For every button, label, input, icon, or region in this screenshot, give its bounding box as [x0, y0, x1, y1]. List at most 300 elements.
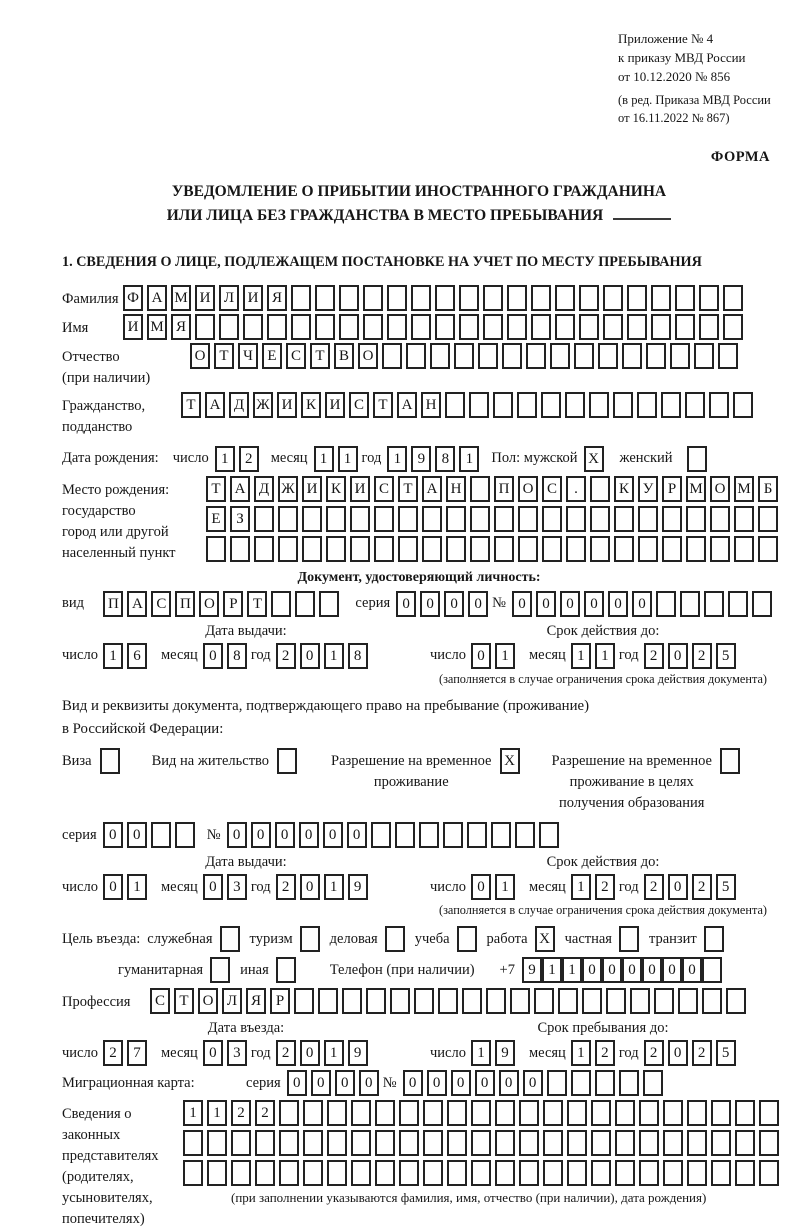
char-cell[interactable] [303, 1100, 323, 1126]
char-cell[interactable] [318, 988, 338, 1014]
char-cell[interactable] [543, 1100, 563, 1126]
char-cell[interactable]: 0 [582, 957, 602, 983]
purpose-humanitarian-checkbox[interactable] [210, 957, 230, 983]
char-cell[interactable] [326, 506, 346, 532]
char-cell[interactable] [759, 1160, 779, 1186]
char-cell[interactable] [502, 343, 522, 369]
char-cell[interactable] [615, 1160, 635, 1186]
char-cell[interactable] [279, 1130, 299, 1156]
char-cell[interactable] [207, 1130, 227, 1156]
char-cell[interactable] [590, 506, 610, 532]
char-cell[interactable] [243, 314, 263, 340]
char-cell[interactable] [398, 506, 418, 532]
char-cell[interactable] [495, 1130, 515, 1156]
char-cell[interactable]: 0 [468, 591, 488, 617]
char-cell[interactable]: 0 [682, 957, 702, 983]
char-cell[interactable] [279, 1100, 299, 1126]
char-cell[interactable] [291, 314, 311, 340]
char-cell[interactable]: К [301, 392, 321, 418]
char-cell[interactable]: 1 [215, 446, 235, 472]
char-cell[interactable] [454, 343, 474, 369]
char-cell[interactable]: Б [758, 476, 778, 502]
char-cell[interactable] [615, 1100, 635, 1126]
char-cell[interactable]: 0 [203, 1040, 223, 1066]
char-cell[interactable]: Т [181, 392, 201, 418]
char-cell[interactable]: С [150, 988, 170, 1014]
char-cell[interactable] [435, 285, 455, 311]
char-cell[interactable] [735, 1100, 755, 1126]
char-cell[interactable]: 8 [227, 643, 247, 669]
char-cell[interactable] [510, 988, 530, 1014]
purpose-private-checkbox[interactable] [619, 926, 639, 952]
char-cell[interactable] [591, 1160, 611, 1186]
char-cell[interactable] [459, 285, 479, 311]
char-cell[interactable] [291, 285, 311, 311]
char-cell[interactable] [399, 1160, 419, 1186]
char-cell[interactable]: 1 [471, 1040, 491, 1066]
char-cell[interactable] [351, 1130, 371, 1156]
char-cell[interactable]: О [190, 343, 210, 369]
char-cell[interactable]: И [123, 314, 143, 340]
char-cell[interactable] [579, 285, 599, 311]
char-cell[interactable] [614, 506, 634, 532]
char-cell[interactable]: 1 [324, 874, 344, 900]
char-cell[interactable] [470, 476, 490, 502]
char-cell[interactable] [531, 314, 551, 340]
char-cell[interactable]: Р [662, 476, 682, 502]
char-cell[interactable] [646, 343, 666, 369]
char-cell[interactable] [735, 1130, 755, 1156]
char-cell[interactable] [183, 1160, 203, 1186]
char-cell[interactable]: С [286, 343, 306, 369]
char-cell[interactable] [590, 536, 610, 562]
char-cell[interactable]: 0 [475, 1070, 495, 1096]
visa-checkbox[interactable] [100, 748, 120, 774]
char-cell[interactable] [723, 314, 743, 340]
char-cell[interactable]: Ф [123, 285, 143, 311]
char-cell[interactable]: Т [247, 591, 267, 617]
char-cell[interactable]: 8 [348, 643, 368, 669]
char-cell[interactable]: 0 [396, 591, 416, 617]
char-cell[interactable] [603, 285, 623, 311]
char-cell[interactable]: И [350, 476, 370, 502]
char-cell[interactable] [375, 1100, 395, 1126]
char-cell[interactable]: 0 [560, 591, 580, 617]
char-cell[interactable]: 5 [716, 643, 736, 669]
char-cell[interactable]: С [374, 476, 394, 502]
char-cell[interactable] [542, 536, 562, 562]
temp-residence-edu-checkbox[interactable] [720, 748, 740, 774]
char-cell[interactable] [438, 988, 458, 1014]
char-cell[interactable]: 0 [300, 643, 320, 669]
char-cell[interactable]: 1 [183, 1100, 203, 1126]
char-cell[interactable] [680, 591, 700, 617]
char-cell[interactable] [758, 536, 778, 562]
char-cell[interactable]: И [195, 285, 215, 311]
char-cell[interactable]: 0 [420, 591, 440, 617]
char-cell[interactable] [694, 343, 714, 369]
char-cell[interactable] [390, 988, 410, 1014]
char-cell[interactable]: К [614, 476, 634, 502]
char-cell[interactable] [327, 1130, 347, 1156]
char-cell[interactable] [470, 506, 490, 532]
char-cell[interactable]: 0 [227, 822, 247, 848]
char-cell[interactable] [326, 536, 346, 562]
char-cell[interactable]: А [127, 591, 147, 617]
char-cell[interactable]: 0 [668, 874, 688, 900]
char-cell[interactable] [478, 343, 498, 369]
char-cell[interactable] [375, 1160, 395, 1186]
char-cell[interactable] [422, 506, 442, 532]
char-cell[interactable]: 1 [571, 1040, 591, 1066]
char-cell[interactable] [483, 285, 503, 311]
char-cell[interactable] [663, 1160, 683, 1186]
char-cell[interactable] [678, 988, 698, 1014]
char-cell[interactable] [613, 392, 633, 418]
char-cell[interactable] [175, 822, 195, 848]
char-cell[interactable]: 0 [584, 591, 604, 617]
char-cell[interactable]: 0 [287, 1070, 307, 1096]
char-cell[interactable]: 1 [387, 446, 407, 472]
char-cell[interactable] [414, 988, 434, 1014]
char-cell[interactable]: М [147, 314, 167, 340]
char-cell[interactable] [662, 506, 682, 532]
char-cell[interactable]: Н [421, 392, 441, 418]
char-cell[interactable] [495, 1160, 515, 1186]
char-cell[interactable] [371, 822, 391, 848]
char-cell[interactable] [591, 1100, 611, 1126]
char-cell[interactable]: 0 [642, 957, 662, 983]
char-cell[interactable]: 0 [203, 874, 223, 900]
char-cell[interactable] [445, 392, 465, 418]
char-cell[interactable] [494, 506, 514, 532]
char-cell[interactable] [728, 591, 748, 617]
char-cell[interactable] [638, 536, 658, 562]
char-cell[interactable]: П [494, 476, 514, 502]
char-cell[interactable]: 1 [103, 643, 123, 669]
char-cell[interactable]: 2 [276, 874, 296, 900]
char-cell[interactable]: Ж [253, 392, 273, 418]
char-cell[interactable] [734, 506, 754, 532]
char-cell[interactable]: 2 [692, 874, 712, 900]
char-cell[interactable] [363, 314, 383, 340]
char-cell[interactable]: Ж [278, 476, 298, 502]
char-cell[interactable] [735, 1160, 755, 1186]
char-cell[interactable]: А [147, 285, 167, 311]
char-cell[interactable] [651, 314, 671, 340]
char-cell[interactable]: Л [219, 285, 239, 311]
char-cell[interactable] [267, 314, 287, 340]
char-cell[interactable] [723, 285, 743, 311]
char-cell[interactable]: . [566, 476, 586, 502]
char-cell[interactable] [295, 591, 315, 617]
char-cell[interactable] [759, 1100, 779, 1126]
char-cell[interactable] [702, 957, 722, 983]
char-cell[interactable]: 0 [300, 874, 320, 900]
char-cell[interactable] [469, 392, 489, 418]
char-cell[interactable] [430, 343, 450, 369]
char-cell[interactable] [574, 343, 594, 369]
char-cell[interactable] [374, 536, 394, 562]
char-cell[interactable]: 9 [348, 1040, 368, 1066]
char-cell[interactable] [447, 1100, 467, 1126]
char-cell[interactable] [526, 343, 546, 369]
char-cell[interactable] [183, 1130, 203, 1156]
temp-residence-checkbox[interactable]: X [500, 748, 520, 774]
char-cell[interactable] [423, 1160, 443, 1186]
char-cell[interactable] [351, 1160, 371, 1186]
char-cell[interactable]: 6 [127, 643, 147, 669]
char-cell[interactable] [567, 1160, 587, 1186]
char-cell[interactable]: 3 [227, 874, 247, 900]
char-cell[interactable] [471, 1100, 491, 1126]
char-cell[interactable]: 9 [495, 1040, 515, 1066]
char-cell[interactable]: 2 [239, 446, 259, 472]
char-cell[interactable]: 5 [716, 874, 736, 900]
char-cell[interactable] [517, 392, 537, 418]
char-cell[interactable] [471, 1160, 491, 1186]
char-cell[interactable]: 0 [536, 591, 556, 617]
char-cell[interactable] [254, 536, 274, 562]
char-cell[interactable] [495, 1100, 515, 1126]
residence-permit-checkbox[interactable] [277, 748, 297, 774]
char-cell[interactable] [462, 988, 482, 1014]
char-cell[interactable]: 0 [523, 1070, 543, 1096]
char-cell[interactable]: Я [267, 285, 287, 311]
char-cell[interactable] [447, 1160, 467, 1186]
char-cell[interactable]: Е [262, 343, 282, 369]
char-cell[interactable]: Ч [238, 343, 258, 369]
char-cell[interactable]: 0 [668, 1040, 688, 1066]
char-cell[interactable] [494, 536, 514, 562]
char-cell[interactable] [566, 536, 586, 562]
char-cell[interactable] [565, 392, 585, 418]
char-cell[interactable]: Р [223, 591, 243, 617]
char-cell[interactable]: 1 [324, 643, 344, 669]
char-cell[interactable]: 1 [338, 446, 358, 472]
char-cell[interactable]: 5 [716, 1040, 736, 1066]
char-cell[interactable] [411, 285, 431, 311]
char-cell[interactable] [675, 314, 695, 340]
char-cell[interactable]: И [325, 392, 345, 418]
char-cell[interactable]: 0 [632, 591, 652, 617]
char-cell[interactable]: А [205, 392, 225, 418]
char-cell[interactable]: К [326, 476, 346, 502]
char-cell[interactable]: 0 [444, 591, 464, 617]
char-cell[interactable]: М [686, 476, 706, 502]
char-cell[interactable] [342, 988, 362, 1014]
purpose-work-checkbox[interactable]: X [535, 926, 555, 952]
char-cell[interactable]: 2 [595, 1040, 615, 1066]
char-cell[interactable] [686, 536, 706, 562]
char-cell[interactable]: 2 [276, 643, 296, 669]
char-cell[interactable] [423, 1100, 443, 1126]
char-cell[interactable] [303, 1130, 323, 1156]
char-cell[interactable] [704, 591, 724, 617]
char-cell[interactable]: 0 [127, 822, 147, 848]
char-cell[interactable] [639, 1100, 659, 1126]
char-cell[interactable] [699, 314, 719, 340]
char-cell[interactable]: А [397, 392, 417, 418]
char-cell[interactable] [519, 1100, 539, 1126]
char-cell[interactable] [687, 1130, 707, 1156]
char-cell[interactable] [567, 1130, 587, 1156]
char-cell[interactable] [711, 1130, 731, 1156]
char-cell[interactable]: Я [246, 988, 266, 1014]
char-cell[interactable] [230, 536, 250, 562]
char-cell[interactable] [467, 822, 487, 848]
char-cell[interactable]: Т [310, 343, 330, 369]
char-cell[interactable] [446, 536, 466, 562]
char-cell[interactable] [399, 1100, 419, 1126]
char-cell[interactable]: 0 [300, 1040, 320, 1066]
char-cell[interactable] [459, 314, 479, 340]
char-cell[interactable]: 0 [323, 822, 343, 848]
char-cell[interactable]: Т [398, 476, 418, 502]
char-cell[interactable]: З [230, 506, 250, 532]
char-cell[interactable] [406, 343, 426, 369]
char-cell[interactable] [483, 314, 503, 340]
char-cell[interactable] [319, 591, 339, 617]
char-cell[interactable] [752, 591, 772, 617]
char-cell[interactable] [758, 506, 778, 532]
char-cell[interactable] [675, 285, 695, 311]
char-cell[interactable]: 1 [542, 957, 562, 983]
char-cell[interactable]: П [175, 591, 195, 617]
char-cell[interactable] [327, 1160, 347, 1186]
char-cell[interactable] [302, 506, 322, 532]
char-cell[interactable]: Я [171, 314, 191, 340]
char-cell[interactable] [423, 1130, 443, 1156]
char-cell[interactable] [395, 822, 415, 848]
char-cell[interactable]: 1 [595, 643, 615, 669]
char-cell[interactable] [662, 536, 682, 562]
char-cell[interactable]: 1 [459, 446, 479, 472]
char-cell[interactable]: 0 [499, 1070, 519, 1096]
purpose-other-checkbox[interactable] [276, 957, 296, 983]
char-cell[interactable]: 2 [692, 643, 712, 669]
char-cell[interactable]: 0 [512, 591, 532, 617]
char-cell[interactable] [627, 285, 647, 311]
char-cell[interactable] [375, 1130, 395, 1156]
char-cell[interactable]: 0 [311, 1070, 331, 1096]
char-cell[interactable] [470, 536, 490, 562]
char-cell[interactable] [734, 536, 754, 562]
char-cell[interactable] [685, 392, 705, 418]
char-cell[interactable]: О [198, 988, 218, 1014]
char-cell[interactable]: Т [206, 476, 226, 502]
char-cell[interactable] [435, 314, 455, 340]
char-cell[interactable] [411, 314, 431, 340]
char-cell[interactable]: 8 [435, 446, 455, 472]
char-cell[interactable] [726, 988, 746, 1014]
char-cell[interactable]: Т [174, 988, 194, 1014]
char-cell[interactable] [315, 314, 335, 340]
char-cell[interactable] [422, 536, 442, 562]
char-cell[interactable] [614, 536, 634, 562]
char-cell[interactable] [711, 1100, 731, 1126]
char-cell[interactable]: О [199, 591, 219, 617]
char-cell[interactable] [541, 392, 561, 418]
char-cell[interactable] [595, 1070, 615, 1096]
char-cell[interactable]: О [710, 476, 730, 502]
char-cell[interactable] [255, 1160, 275, 1186]
char-cell[interactable]: 0 [403, 1070, 423, 1096]
char-cell[interactable]: И [243, 285, 263, 311]
char-cell[interactable] [493, 392, 513, 418]
char-cell[interactable] [255, 1130, 275, 1156]
char-cell[interactable] [699, 285, 719, 311]
char-cell[interactable]: М [171, 285, 191, 311]
char-cell[interactable] [542, 506, 562, 532]
char-cell[interactable] [518, 536, 538, 562]
char-cell[interactable] [630, 988, 650, 1014]
char-cell[interactable] [534, 988, 554, 1014]
char-cell[interactable]: П [103, 591, 123, 617]
char-cell[interactable] [398, 536, 418, 562]
char-cell[interactable] [471, 1130, 491, 1156]
sex-male-checkbox[interactable]: X [584, 446, 604, 472]
char-cell[interactable] [686, 506, 706, 532]
char-cell[interactable]: 2 [692, 1040, 712, 1066]
char-cell[interactable] [567, 1100, 587, 1126]
char-cell[interactable] [543, 1130, 563, 1156]
char-cell[interactable] [366, 988, 386, 1014]
char-cell[interactable] [195, 314, 215, 340]
char-cell[interactable]: 3 [227, 1040, 247, 1066]
char-cell[interactable] [558, 988, 578, 1014]
char-cell[interactable] [622, 343, 642, 369]
char-cell[interactable]: С [349, 392, 369, 418]
char-cell[interactable] [507, 285, 527, 311]
char-cell[interactable] [643, 1070, 663, 1096]
char-cell[interactable] [651, 285, 671, 311]
char-cell[interactable]: О [358, 343, 378, 369]
char-cell[interactable] [302, 536, 322, 562]
char-cell[interactable] [638, 506, 658, 532]
char-cell[interactable]: 2 [644, 874, 664, 900]
char-cell[interactable]: У [638, 476, 658, 502]
char-cell[interactable] [670, 343, 690, 369]
char-cell[interactable] [207, 1160, 227, 1186]
char-cell[interactable] [387, 285, 407, 311]
char-cell[interactable] [519, 1130, 539, 1156]
char-cell[interactable] [219, 314, 239, 340]
char-cell[interactable] [446, 506, 466, 532]
char-cell[interactable]: Л [222, 988, 242, 1014]
char-cell[interactable]: 2 [595, 874, 615, 900]
char-cell[interactable]: 1 [571, 643, 591, 669]
char-cell[interactable] [231, 1160, 251, 1186]
char-cell[interactable] [639, 1130, 659, 1156]
char-cell[interactable] [555, 285, 575, 311]
sex-female-checkbox[interactable] [687, 446, 707, 472]
char-cell[interactable] [419, 822, 439, 848]
char-cell[interactable] [589, 392, 609, 418]
char-cell[interactable]: Р [270, 988, 290, 1014]
char-cell[interactable]: 1 [571, 874, 591, 900]
char-cell[interactable]: 0 [471, 643, 491, 669]
char-cell[interactable]: 2 [276, 1040, 296, 1066]
char-cell[interactable] [443, 822, 463, 848]
char-cell[interactable] [598, 343, 618, 369]
char-cell[interactable] [710, 506, 730, 532]
char-cell[interactable]: Н [446, 476, 466, 502]
char-cell[interactable] [151, 822, 171, 848]
char-cell[interactable] [759, 1130, 779, 1156]
purpose-transit-checkbox[interactable] [704, 926, 724, 952]
char-cell[interactable] [254, 506, 274, 532]
